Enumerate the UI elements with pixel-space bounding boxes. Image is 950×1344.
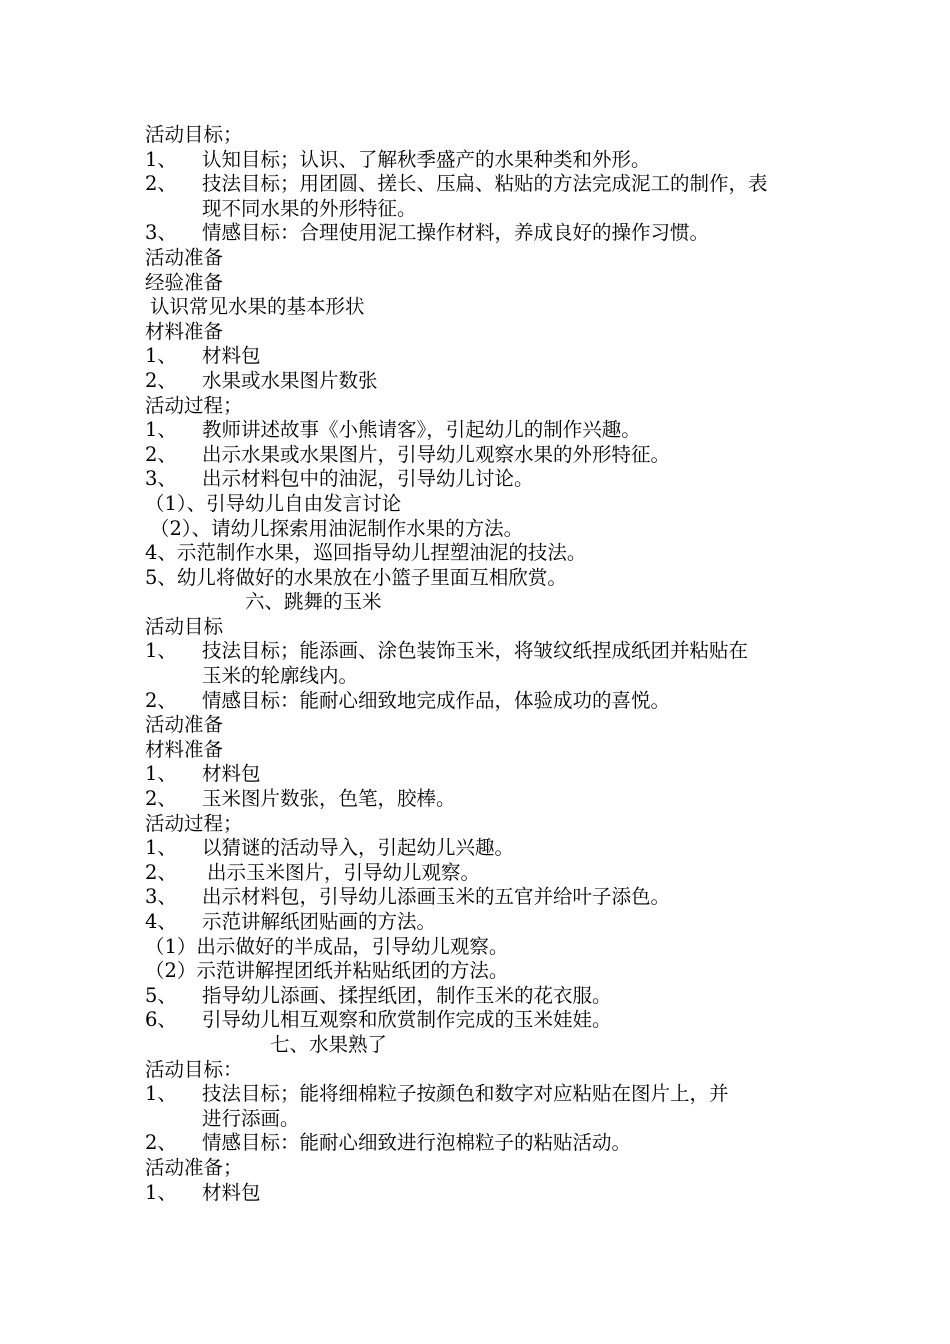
list-item (145, 221, 815, 246)
list-item-number: 2、 (145, 860, 177, 884)
list-item-text: 材料包 (202, 762, 261, 786)
list-item-text: 教师讲述故事《小熊请客》，引起幼儿的制作兴趣。 (202, 418, 641, 442)
list-item-number: 2、 (145, 1131, 177, 1155)
list-item-text: 出示玉米图片，引导幼儿观察。 (207, 860, 481, 884)
section-heading: 七、水果熟了 (270, 1032, 388, 1056)
text-line: （1）出示做好的半成品，引导幼儿观察。 (145, 934, 509, 958)
list-item-number: 1、 (145, 1082, 177, 1106)
list-item-number: 3、 (145, 885, 177, 909)
list-item (145, 787, 815, 812)
list-item (145, 148, 815, 173)
list-item-number: 3、 (145, 467, 177, 491)
list-item-number: 2、 (145, 688, 177, 712)
text-line: 活动目标： (145, 1057, 243, 1081)
text-line: 经验准备 (145, 270, 224, 294)
text-line: 5、幼儿将做好的水果放在小篮子里面互相欣赏。 (145, 565, 567, 589)
list-item (145, 910, 815, 935)
list-item-text: 出示水果或水果图片，引导幼儿观察水果的外形特征。 (202, 442, 671, 466)
list-item-number: 1、 (145, 836, 177, 860)
list-item (145, 689, 815, 714)
list-item-number: 2、 (145, 172, 177, 196)
list-item-text: 示范讲解纸团贴画的方法。 (202, 910, 437, 933)
list-item-text: 水果或水果图片数张 (202, 368, 378, 392)
list-item-text: 材料包 (202, 1180, 261, 1204)
text-line: 活动准备 (145, 245, 224, 269)
list-item-text: 出示材料包，引导幼儿添画玉米的五官并给叶子添色。 (202, 885, 671, 909)
list-item-number: 6、 (145, 1008, 177, 1032)
list-item-number: 1、 (145, 762, 177, 786)
list-item (145, 172, 815, 197)
list-item-text: 情感目标：能耐心细致地完成作品，体验成功的喜悦。 (202, 688, 671, 712)
text-line: 活动目标； (145, 123, 243, 146)
list-item (145, 836, 815, 861)
list-item-number: 1、 (145, 639, 177, 663)
list-item (145, 762, 815, 787)
text-line: 材料准备 (145, 737, 224, 761)
list-item-text: 玉米图片数张，色笔，胶棒。 (202, 787, 456, 811)
list-item (145, 639, 815, 664)
text-line: （2）示范讲解捏团纸并粘贴纸团的方法。 (145, 959, 509, 983)
list-item-number: 5、 (145, 983, 177, 1007)
list-item-number: 2、 (145, 442, 177, 466)
list-item-continuation: 现不同水果的外形特征。 (202, 196, 417, 220)
list-item-continuation: 玉米的轮廓线内。 (202, 664, 359, 688)
list-item-text: 技法目标；用团圆、搓长、压扁、粘贴的方法完成泥工的制作，表 (202, 172, 768, 196)
list-item (145, 1082, 815, 1107)
list-item (145, 1008, 815, 1033)
text-line: （1）、引导幼儿自由发言讨论 (145, 491, 402, 515)
list-item (145, 369, 815, 394)
list-item-text: 指导幼儿添画、揉捏纸团，制作玉米的花衣服。 (202, 983, 612, 1007)
list-item (145, 984, 815, 1009)
document-body (145, 123, 815, 1205)
text-line: 4、示范制作水果，巡回指导幼儿捏塑油泥的技法。 (145, 541, 587, 565)
text-line: 活动过程； (145, 811, 243, 835)
list-item-text: 情感目标：能耐心细致进行泡棉粒子的粘贴活动。 (202, 1131, 632, 1155)
list-item-text: 以猜谜的活动导入，引起幼儿兴趣。 (202, 836, 515, 860)
list-item (145, 418, 815, 443)
text-line: 认识常见水果的基本形状 (150, 295, 365, 319)
list-item (145, 467, 815, 492)
list-item-text: 认知目标；认识、了解秋季盛产的水果种类和外形。 (202, 147, 651, 171)
text-line: 活动准备 (145, 713, 224, 737)
list-item-text: 引导幼儿相互观察和欣赏制作完成的玉米娃娃。 (202, 1008, 612, 1032)
list-item (145, 1181, 815, 1206)
list-item-number: 1、 (145, 1180, 177, 1204)
list-item (145, 885, 815, 910)
text-line: 材料准备 (145, 319, 224, 343)
list-item-number: 1、 (145, 147, 177, 171)
list-item-text: 材料包 (202, 344, 261, 368)
list-item-number: 1、 (145, 418, 177, 442)
list-item-number: 3、 (145, 221, 177, 245)
list-item-text: 技法目标；能添画、涂色装饰玉米，将皱纹纸捏成纸团并粘贴在 (202, 639, 749, 663)
text-line: 活动准备； (145, 1155, 243, 1179)
list-item (145, 861, 815, 886)
list-item-number: 2、 (145, 368, 177, 392)
list-item-number: 2、 (145, 787, 177, 811)
list-item (145, 344, 815, 369)
list-item-number: 1、 (145, 344, 177, 368)
list-item-text: 技法目标；能将细棉粒子按颜色和数字对应粘贴在图片上，并 (202, 1082, 729, 1106)
text-line: 活动过程； (145, 393, 243, 417)
text-line: 活动目标 (145, 614, 224, 638)
list-item (145, 443, 815, 468)
section-heading: 六、跳舞的玉米 (245, 590, 382, 614)
list-item-continuation: 进行添画。 (202, 1106, 300, 1130)
list-item-text: 情感目标：合理使用泥工操作材料，养成良好的操作习惯。 (202, 221, 710, 245)
list-item (145, 1131, 815, 1156)
text-line: （2）、请幼儿探索用油泥制作水果的方法。 (150, 516, 524, 540)
list-item-text: 出示材料包中的油泥，引导幼儿讨论。 (202, 467, 534, 491)
list-item-number: 4、 (145, 910, 177, 933)
